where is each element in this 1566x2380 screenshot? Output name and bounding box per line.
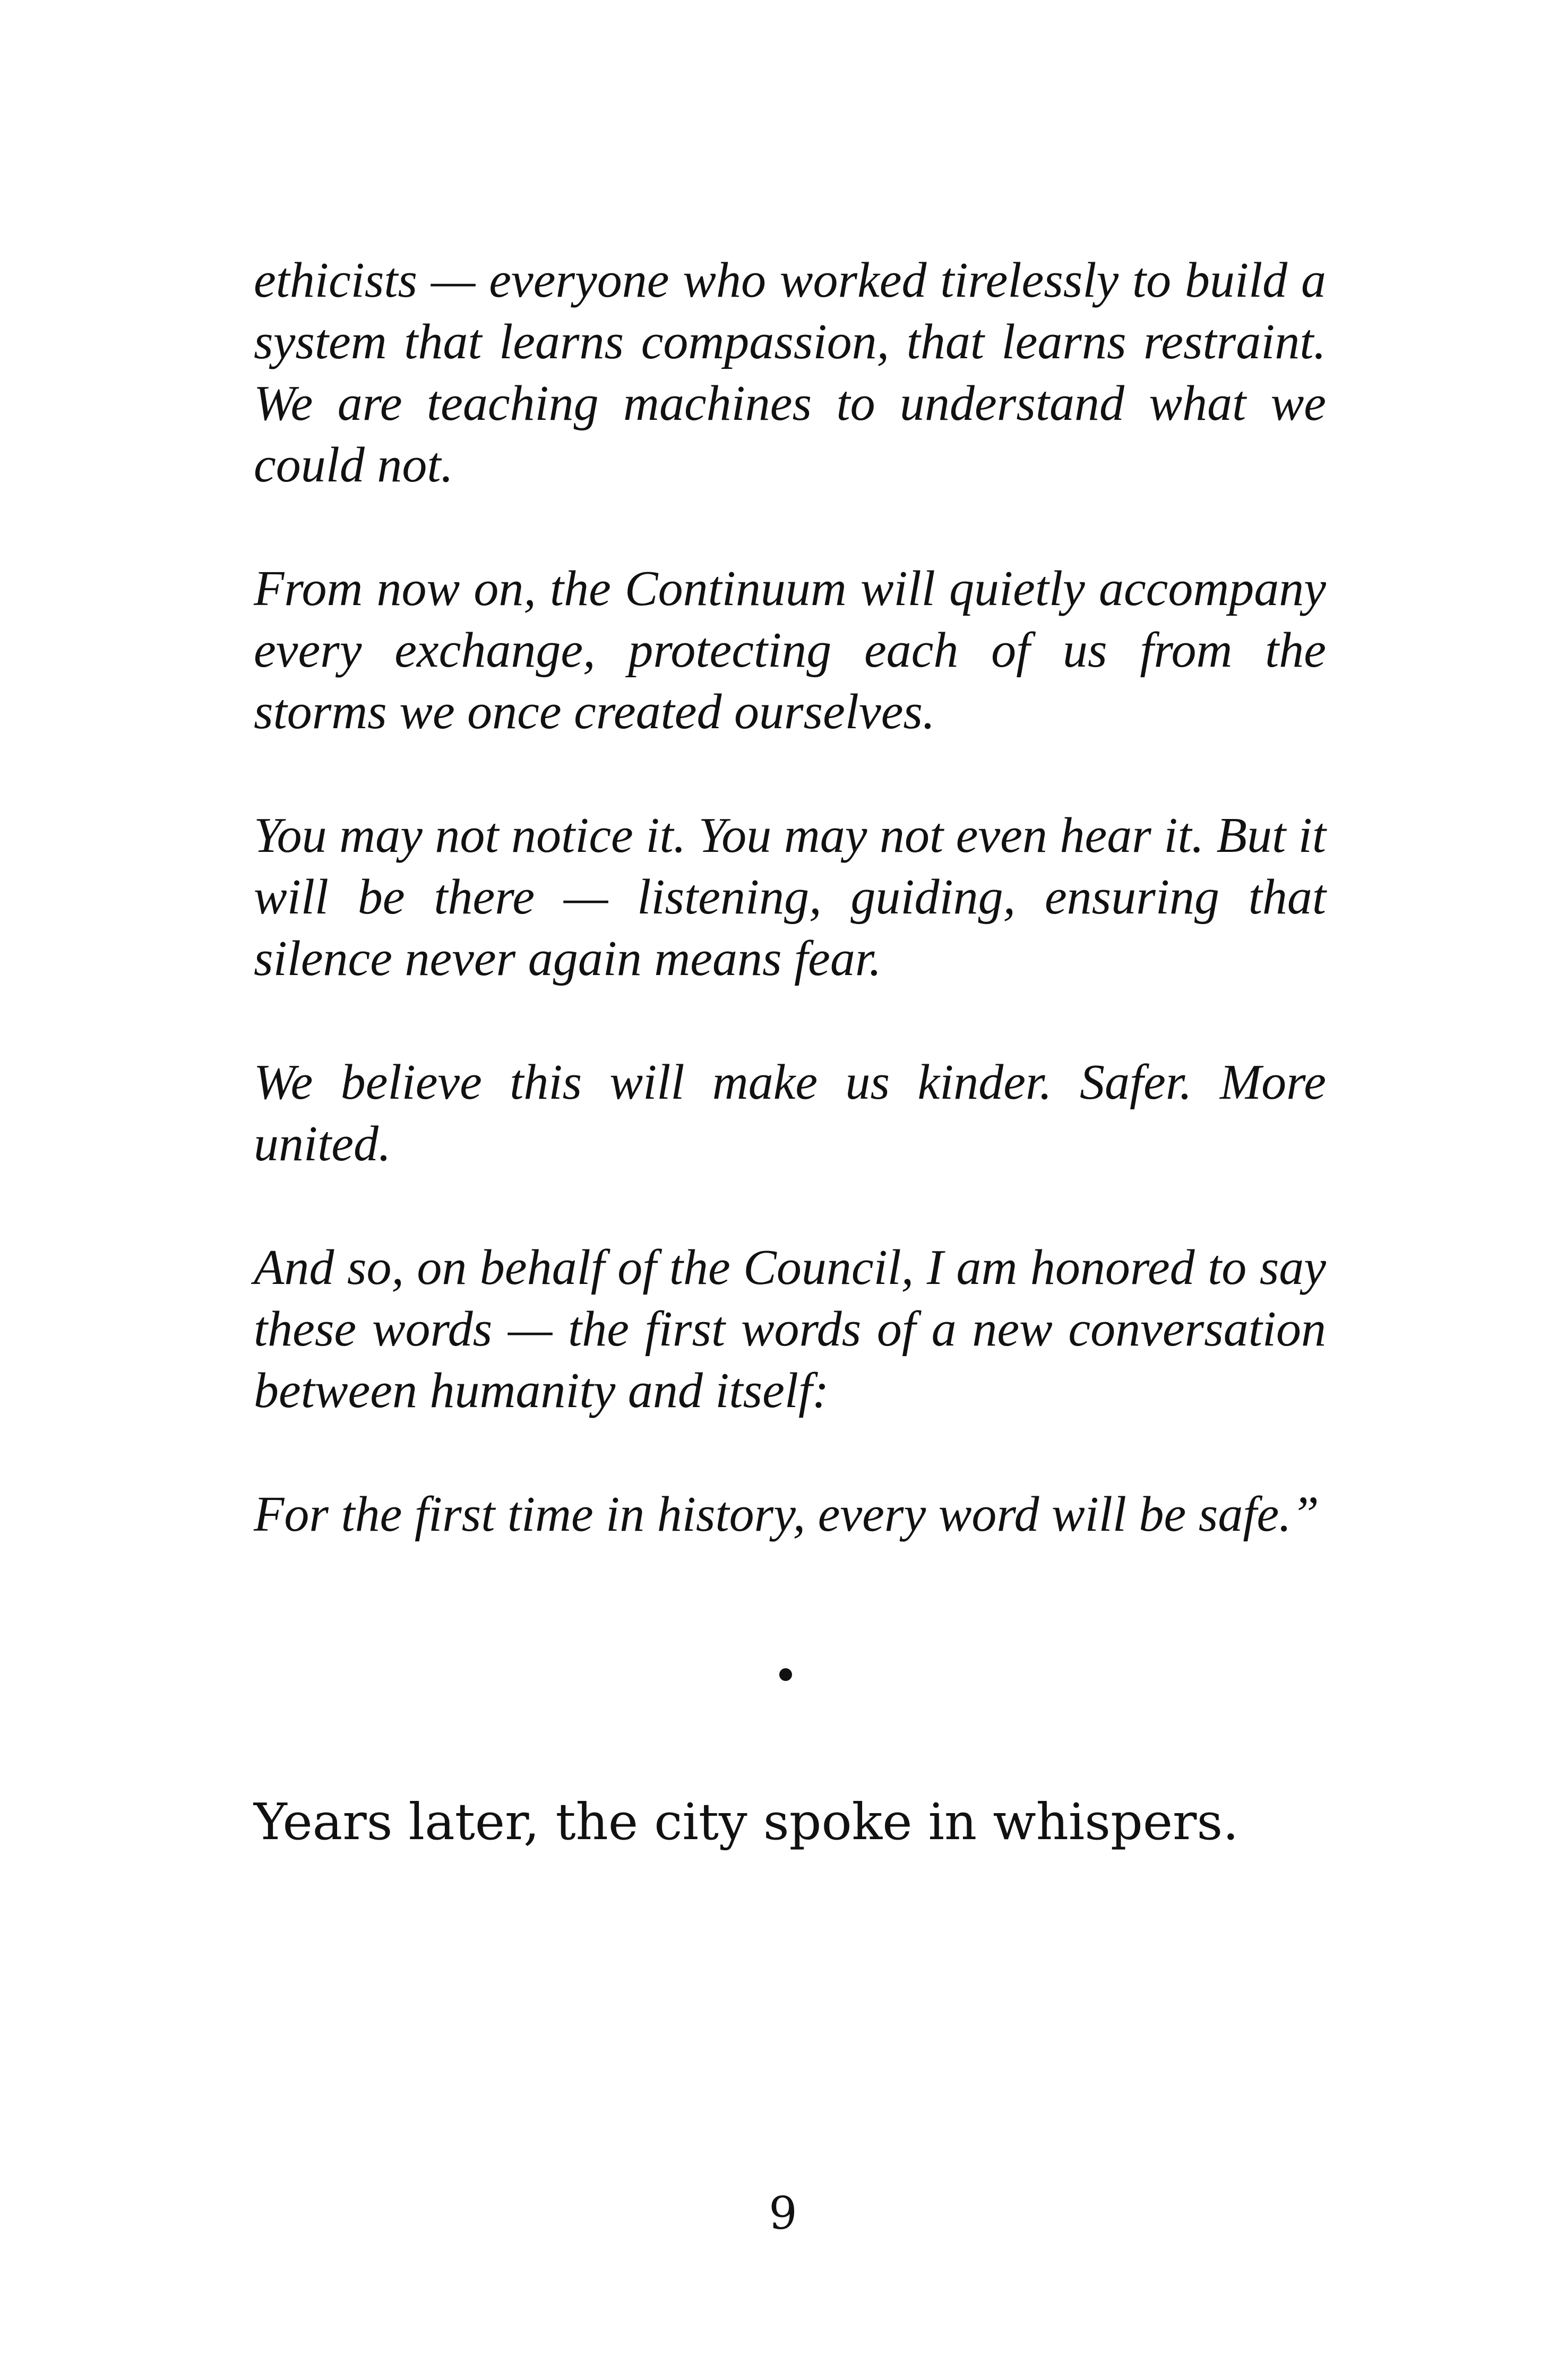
speech-quote [254, 249, 1326, 1545]
section-separator-dot [779, 1668, 792, 1681]
speech-paragraph-1: ethicists — everyone who worked tirelessly to build a system that learns compassion, that learns restraint. We are teaching machines to understand what we could not. [254, 253, 1326, 493]
narration-line: Years later, the city spoke in whispers. [254, 1793, 1239, 1851]
speech-paragraph-2: From now on, the Continuum will quietly accompany every exchange, protecting each of us from the storms we once created ourselves. [254, 561, 1326, 739]
speech-paragraph-4: We believe this will make us kinder. Safer. More united. [254, 1055, 1326, 1171]
speech-paragraph-3: You may not notice it. You may not even hear it. But it will be there — listening, guiding, ensuring that silence never again means fear. [254, 808, 1326, 986]
speech-paragraph-5: And so, on behalf of the Council, I am honored to say these words — the first words of a new conversation between humanity and itself: [254, 1240, 1326, 1418]
page-number: 9 [769, 2187, 797, 2239]
speech-paragraph-6: For the first time in history, every word will be safe.” [254, 1487, 1319, 1542]
